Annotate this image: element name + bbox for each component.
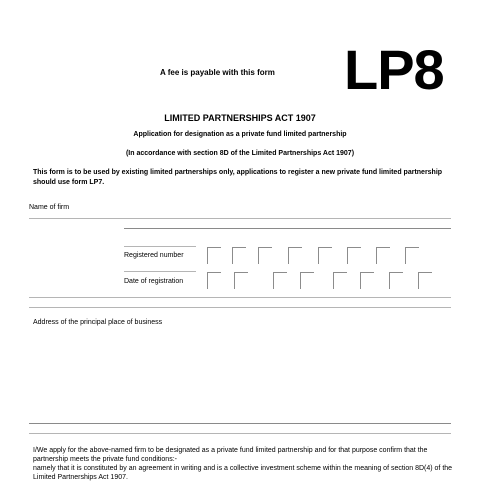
address-bottom-line[interactable] bbox=[29, 423, 451, 424]
section-divider-3 bbox=[29, 433, 451, 434]
registered-number-box-4[interactable] bbox=[288, 247, 302, 264]
registered-number-box-3[interactable] bbox=[258, 247, 272, 264]
year-box-1[interactable] bbox=[333, 272, 347, 289]
day-box-2[interactable] bbox=[234, 272, 248, 289]
year-box-3[interactable] bbox=[389, 272, 403, 289]
year-box-4[interactable] bbox=[418, 272, 432, 289]
section-divider-2 bbox=[29, 307, 451, 308]
principal-address-label: Address of the principal place of business bbox=[33, 319, 163, 326]
registered-number-box-7[interactable] bbox=[376, 247, 390, 264]
year-box-2[interactable] bbox=[360, 272, 374, 289]
declaration-line-1: I/We apply for the above-named firm to be designated as a private fund limited partnership and for that purpose confirm that the partnership meets the private fund conditions:- bbox=[33, 447, 428, 463]
date-of-registration-rule bbox=[124, 271, 196, 272]
name-of-firm-label: Name of firm bbox=[29, 204, 70, 211]
declaration-line-2: namely that it is constituted by an agreement in writing and is a collective investment scheme within the meaning of section 8D(4) of the Limited Partnerships Act 1907. bbox=[33, 465, 453, 481]
form-code: LP8 bbox=[344, 38, 444, 101]
registered-number-box-5[interactable] bbox=[318, 247, 332, 264]
registered-number-rule bbox=[124, 246, 196, 247]
registered-number-box-2[interactable] bbox=[232, 247, 246, 264]
fee-notice: A fee is payable with this form bbox=[160, 68, 275, 77]
usage-note: This form is to be used by existing limited partnerships only, applications to register a new private fund limited partnership should use form LP7. bbox=[33, 169, 443, 186]
month-box-2[interactable] bbox=[300, 272, 314, 289]
form-subtitle: Application for designation as a private fund limited partnership bbox=[133, 131, 347, 138]
act-title: LIMITED PARTNERSHIPS ACT 1907 bbox=[164, 113, 316, 123]
section-divider-1 bbox=[29, 297, 451, 298]
declaration-text bbox=[33, 446, 453, 482]
registered-number-box-1[interactable] bbox=[207, 247, 221, 264]
month-box-1[interactable] bbox=[273, 272, 287, 289]
name-of-firm-line-1 bbox=[29, 218, 451, 219]
name-of-firm-line-2[interactable] bbox=[124, 228, 451, 229]
accordance-note: (In accordance with section 8D of the Limited Partnerships Act 1907) bbox=[125, 150, 355, 157]
registered-number-label: Registered number bbox=[124, 252, 184, 259]
day-box-1[interactable] bbox=[207, 272, 221, 289]
date-of-registration-label: Date of registration bbox=[124, 278, 184, 285]
registered-number-box-6[interactable] bbox=[347, 247, 361, 264]
registered-number-box-8[interactable] bbox=[405, 247, 419, 264]
